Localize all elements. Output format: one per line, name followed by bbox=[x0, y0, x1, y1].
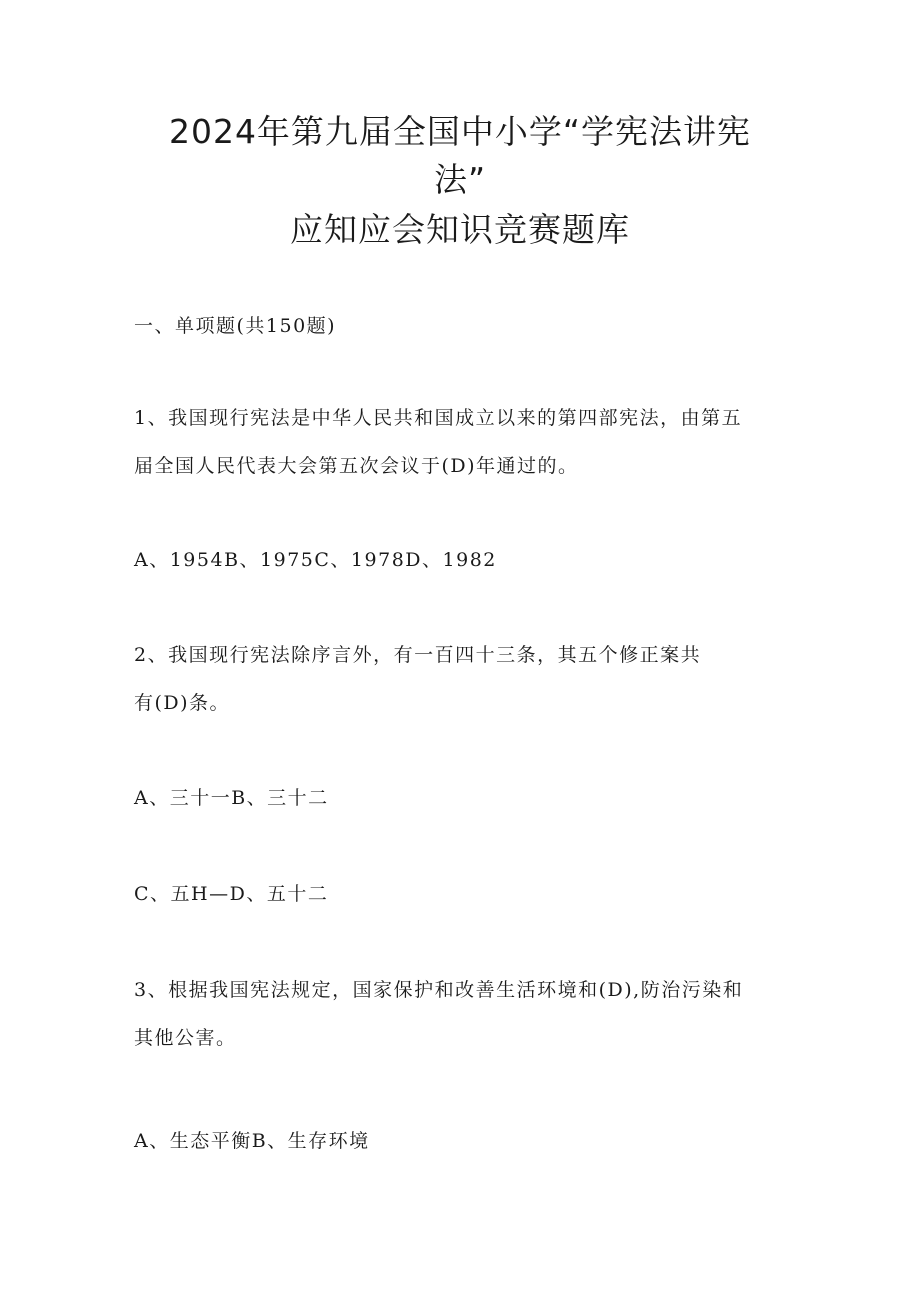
document-title-line-3: 应知应会知识竞赛题库 bbox=[290, 210, 630, 249]
question-3-text-line-2: 其他公害。 bbox=[134, 1027, 237, 1049]
question-2-options-row-2: C、五H—D、五十二 bbox=[134, 883, 329, 905]
question-1-text-line-2: 届全国人民代表大会第五次会议于(D)年通过的。 bbox=[134, 455, 579, 477]
question-1-options: A、1954B、1975C、1978D、1982 bbox=[134, 549, 497, 571]
section-heading: 一、单项题(共150题) bbox=[134, 315, 337, 337]
document-title-line-2: 法” bbox=[433, 160, 487, 199]
question-3-options: A、生态平衡B、生存环境 bbox=[134, 1130, 370, 1152]
question-2-text-line-2: 有(D)条。 bbox=[134, 692, 231, 714]
question-1-text-line-1: 1、我国现行宪法是中华人民共和国成立以来的第四部宪法，由第五 bbox=[134, 407, 743, 429]
question-2-text-line-1: 2、我国现行宪法除序言外，有一百四十三条，其五个修正案共 bbox=[134, 644, 702, 666]
question-2-options-row-1: A、三十一B、三十二 bbox=[134, 787, 329, 809]
document-title-line-1: 2024年第九届全国中小学“学宪法讲宪 bbox=[168, 112, 752, 151]
question-3-text-line-1: 3、根据我国宪法规定，国家保护和改善生活环境和(D),防治污染和 bbox=[134, 979, 744, 1001]
